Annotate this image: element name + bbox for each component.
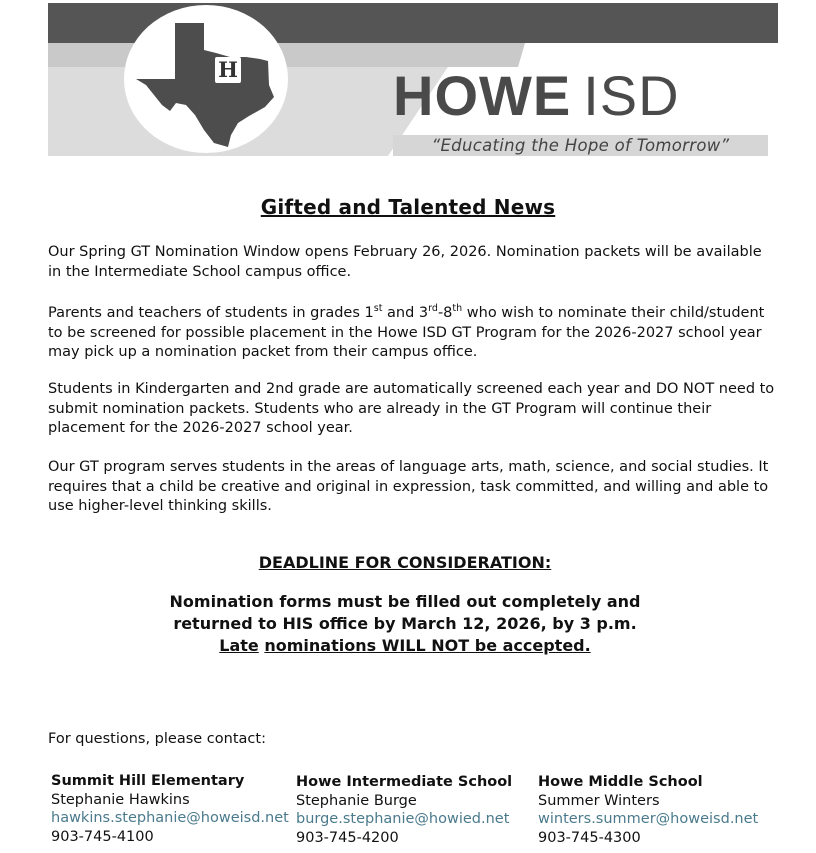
contacts-intro: For questions, please contact: [48, 731, 266, 747]
contact-phone: 903-745-4200 [296, 829, 399, 846]
deadline-line-1: Nomination forms must be filled out completely and [169, 592, 641, 611]
contact-person: Stephanie Hawkins [51, 791, 190, 808]
contact-school: Howe Middle School [538, 774, 703, 790]
paragraph-automatic-screening: Students in Kindergarten and 2nd grade are automatically screened each year and DO NOT need to submit nomination packets. Students who are already in the GT Program will continue their placement for the 2026-2027 school year. [48, 381, 775, 436]
contact-email-link[interactable]: hawkins.stephanie@howeisd.net [51, 810, 289, 826]
contact-email-link[interactable]: winters.summer@howeisd.net [538, 811, 759, 827]
paragraph-who-may-nominate: Parents and teachers of students in grades 1st and 3rd-8th who wish to nominate their child/student to be screened for possible placement in the Howe ISD GT Program for the 2026-2027 school year may pick up a nomination packet from their campus office. [48, 303, 765, 360]
deadline-notice [0, 591, 810, 657]
logo-letter: H [215, 57, 241, 83]
brand-name [393, 64, 680, 127]
contact-phone: 903-745-4100 [51, 828, 154, 845]
brand-name-bold: HOWE [393, 64, 572, 127]
brand-name-light: ISD [583, 64, 680, 127]
contact-school: Summit Hill Elementary [51, 773, 245, 789]
contact-person: Stephanie Burge [296, 792, 417, 809]
contact-middle-school [538, 773, 758, 847]
contact-intermediate [296, 773, 512, 847]
contact-school: Howe Intermediate School [296, 774, 513, 790]
page-title: Gifted and Talented News [260, 195, 556, 219]
deadline-line-3: Late nominations WILL NOT be accepted. [219, 636, 591, 655]
deadline-line-2: returned to HIS office by March 12, 2026, by 3 p.m. [173, 614, 637, 633]
contact-person: Summer Winters [538, 792, 660, 809]
paragraph-nomination-window: Our Spring GT Nomination Window opens February 26, 2026. Nomination packets will be available in the Intermediate School campus office. [48, 244, 762, 280]
deadline-heading: DEADLINE FOR CONSIDERATION: [258, 553, 552, 572]
contact-email-link[interactable]: burge.stephanie@howied.net [296, 811, 510, 827]
contact-phone: 903-745-4300 [538, 829, 641, 846]
contact-summit-hill [51, 772, 289, 846]
paragraph-program-description: Our GT program serves students in the areas of language arts, math, science, and social studies. It requires that a child be creative and original in expression, task committed, and willing and able to use higher-level thinking skills. [48, 459, 769, 514]
tagline: “Educating the Hope of Tomorrow” [393, 135, 768, 156]
